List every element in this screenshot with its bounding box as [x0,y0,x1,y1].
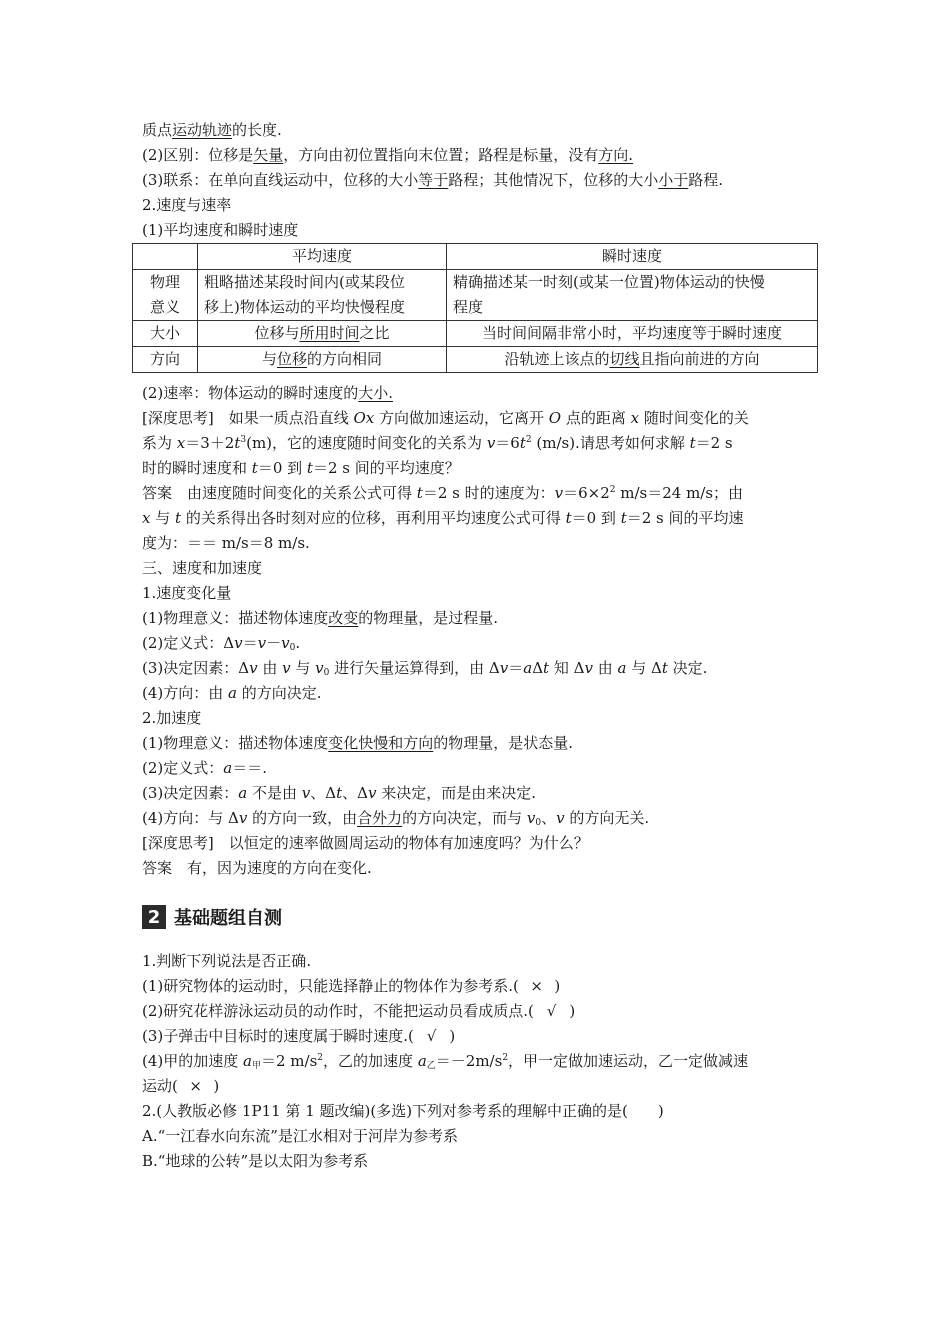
text-run: v [486,434,496,452]
text-line [142,806,822,831]
text-run: 与 [290,659,316,677]
text-run: Ox [353,409,375,427]
text-line [142,531,822,556]
text-run: v [301,784,311,802]
cell-instant-meaning [447,270,818,321]
judgement-mark: × [530,977,543,995]
text-run: 2.(人教版必修 1P11 第 1 题改编)(多选)下列对参考系的理解中正确的是( ) [142,1102,664,1120]
text-run: 决定. [667,659,708,677]
underlined-answer: 改变 [328,609,359,627]
text-run: 2 [609,485,616,495]
text-run: 的方向一致，由 [247,809,358,827]
text-run: ＝2 s 间的平均速 [626,509,744,527]
underlined-answer: 合外力 [357,809,403,827]
text-run: 答案 由速度随时间变化的关系公式可得 [142,484,417,502]
text-run: 与 [150,509,176,527]
table-corner-cell [133,244,198,270]
cell-line: 移上)物体运动的平均快慢程度 [204,298,405,316]
underlined-answer: 方向. [598,146,634,164]
text-line [142,1074,822,1099]
cell-line: 精确描述某一时刻(或某一位置)物体运动的快慢 [453,273,765,291]
text-run: (4)方向：与 Δ [142,809,239,827]
text-run: 答案 有，因为速度的方向在变化. [142,859,372,877]
text-run: 2.速度与速率 [142,196,232,214]
text-run: ＝6×2 [563,484,610,502]
text-run: 知 Δ [549,659,585,677]
cell-average-direction [198,347,447,373]
text-run: 的方向无关. [564,809,650,827]
text-run: 与 Δ [626,659,662,677]
text-line [142,456,822,481]
text-line [142,581,822,606]
text-run: 进行矢量运算得到，由 Δ [329,659,500,677]
text-line [142,756,822,781]
text-run: 、Δ [342,784,368,802]
label-line: 意义 [149,298,180,316]
text-run: 的方向决定，而与 [402,809,527,827]
text-run: a [417,1052,427,1070]
text-run: t [620,509,627,527]
underlined-answer: 矢量 [253,146,284,164]
text-line [142,168,822,193]
text-run: (1)物理意义：描述物体速度 [142,734,329,752]
text-run: 来决定，而是由来决定. [376,784,536,802]
text-run: 质点 [142,121,173,139]
text-line [142,974,822,999]
underlined-answer: 所用时间 [299,324,360,342]
text-line [142,431,822,456]
text-run: ) [564,1002,576,1020]
cell-instant-direction [447,347,818,373]
text-run: 且指向前进的方向 [639,350,760,368]
table-header-row [133,244,818,270]
text-run: ＝＝. [232,759,267,777]
text-run: (m)，它的速度随时间变化的关系为 [246,434,487,452]
text-run: 2.加速度 [142,709,202,727]
text-run: v [499,659,509,677]
text-run: A.“一江春水向东流”是江水相对于河岸为参考系 [142,1127,458,1145]
text-run: ＝2 s 时的速度为： [422,484,555,502]
text-run: 的方向决定. [236,684,322,702]
text-run: 系为 [142,434,177,452]
text-run: (2)研究花样游泳运动员的动作时，不能把运动员看成质点.( [142,1002,539,1020]
text-line [142,1049,822,1074]
text-run: 之比 [359,324,390,342]
text-run: 、 [541,809,557,827]
text-run: (2)速率：物体运动的瞬时速度的 [142,384,359,402]
text-run: (1)物理意义：描述物体速度 [142,609,329,627]
text-run: 路程. [688,171,724,189]
text-run: t [336,784,343,802]
judgement-mark: √ [546,1002,557,1020]
text-run: 的方向相同 [307,350,383,368]
text-run: (2)区别：位移是 [142,146,254,164]
text-run: 3 [240,435,247,445]
row-label-physical-meaning [133,270,198,321]
text-run: m/s＝24 m/s；由 [615,484,744,502]
text-run: ＝0 到 [257,459,307,477]
table-header-instantaneous-velocity: 瞬时速度 [447,244,818,270]
text-line [142,781,822,806]
text-run: ，甲一定做加速运动，乙一定做减速 [508,1052,749,1070]
text-line [142,949,822,974]
text-run: 2 [525,435,532,445]
text-run: v [556,809,565,827]
text-run: ＝0 到 [571,509,621,527]
text-run: v [584,659,593,677]
section-title: 基础题组自测 [174,908,282,929]
document-page [142,118,822,1174]
text-run: a [223,759,233,777]
section-displacement-and-velocity [142,118,822,243]
underlined-answer: 运动轨迹 [172,121,233,139]
text-run: (3)决定因素：Δ [142,659,250,677]
text-run: a [617,659,627,677]
text-run: ＝ [508,659,524,677]
text-run: 甲 [251,1061,261,1071]
text-run: 运动( [142,1077,183,1095]
cell-line: 程度 [453,298,484,316]
text-run: 方向做加速运动，它离开 [374,409,549,427]
underlined-answer: 大小. [358,384,394,402]
text-run: x [142,509,151,527]
text-line [142,118,822,143]
text-run: 与 [261,350,277,368]
text-line [142,856,822,881]
text-line [142,656,822,681]
text-run: v [249,659,258,677]
text-run: (3)决定因素： [142,784,239,802]
text-line [142,193,822,218]
text-line [142,406,822,431]
text-run: ＝ [242,634,258,652]
text-line [142,831,822,856]
text-run: t [251,459,258,477]
table-row-meaning [133,270,818,321]
text-line [142,218,822,243]
table-row-magnitude [133,321,818,347]
text-run: O [548,409,562,427]
text-line [142,143,822,168]
text-run: x [176,434,186,452]
text-run: (4)甲的加速度 [142,1052,244,1070]
text-run: 由 [592,659,618,677]
text-run: ) [444,1027,456,1045]
cell-line: 粗略描述某段时间内(或某段位 [204,273,405,291]
text-run: 、Δ [310,784,337,802]
text-run: 点的距离 [561,409,631,427]
text-run: 时的瞬时速度和 [142,459,252,477]
underlined-answer: 小于 [658,171,689,189]
text-run: 0 [323,668,330,678]
text-run: v [526,809,536,827]
text-run: ＝2 s 间的平均速度？ [312,459,460,477]
velocity-comparison-table [132,243,818,373]
text-run: ＝6 [495,434,520,452]
underlined-answer: 切线 [609,350,640,368]
text-run: [深度思考] 如果一质点沿直线 [142,409,354,427]
text-run: 不是由 [247,784,302,802]
text-run: v [281,634,290,652]
text-run: a [228,684,237,702]
text-run: t [661,659,668,677]
judgement-mark: √ [426,1027,437,1045]
text-run: v [257,634,267,652]
text-run: (1)平均速度和瞬时速度 [142,221,299,239]
underlined-answer: 变化快慢和方向 [328,734,434,752]
text-run: t [416,484,423,502]
text-run: v [554,484,564,502]
text-run: ) [208,1077,220,1095]
text-run: 三、速度和加速度 [142,559,263,577]
text-run: 乙 [426,1061,436,1071]
text-run: 的物理量，是过程量. [358,609,499,627]
text-run: t [234,434,241,452]
row-label-direction: 方向 [133,347,198,373]
cell-instant-magnitude [447,321,818,347]
text-line [142,606,822,631]
text-line [142,731,822,756]
text-run: ＝2 s [695,434,733,452]
text-line [142,481,822,506]
judgement-mark: × [189,1077,202,1095]
text-run: ) [549,977,561,995]
text-run: Δ [532,659,544,677]
text-run: v [282,659,291,677]
text-run: 的关系得出各时刻对应的位移，再利用平均速度公式可得 [181,509,566,527]
text-run: (3)子弹击中目标时的速度属于瞬时速度.( [142,1027,419,1045]
text-run: x [630,409,640,427]
underlined-answer: 位移 [276,350,307,368]
text-run: t [565,509,572,527]
table-header-average-velocity: 平均速度 [198,244,447,270]
text-run: ＝3＋2 [185,434,235,452]
text-run: t [519,434,526,452]
text-line [142,999,822,1024]
text-run: (4)方向：由 [142,684,229,702]
text-line [142,1099,822,1124]
text-run: 1.速度变化量 [142,584,232,602]
text-line [142,381,822,406]
row-label-magnitude: 大小 [133,321,198,347]
section-heading-self-test [142,903,822,931]
text-run: 0 [289,643,296,653]
text-run: 位移与 [254,324,300,342]
text-run: (2)定义式： [142,759,224,777]
text-line [142,681,822,706]
text-line [142,1024,822,1049]
text-run: ，方向由初位置指向末位置；路程是标量，没有 [283,146,599,164]
text-run: [深度思考] 以恒定的速率做圆周运动的物体有加速度吗？为什么？ [142,834,589,852]
text-line [142,1149,822,1174]
section-number-badge: 2 [142,905,166,929]
text-line [142,1124,822,1149]
text-run: a [238,784,248,802]
text-line [142,506,822,531]
text-run: 沿轨迹上该点的 [504,350,610,368]
text-run: B.“地球的公转”是以太阳为参考系 [142,1152,369,1170]
text-run: 2 [502,1053,509,1063]
text-run: v [234,634,243,652]
text-run: ，乙的加速度 [323,1052,418,1070]
text-run: ＝2 m/s [261,1052,318,1070]
text-run: t [306,459,313,477]
underlined-answer: 等于 [418,171,449,189]
text-run: v [315,659,324,677]
text-run: (3)联系：在单向直线运动中，位移的大小 [142,171,419,189]
text-run: (2)定义式：Δ [142,634,235,652]
cell-average-meaning [198,270,447,321]
text-run: 1.判断下列说法是否正确. [142,952,312,970]
text-run: 的物理量，是状态量. [433,734,574,752]
text-line [142,631,822,656]
text-run: a [243,1052,252,1070]
text-run: (m/s).请思考如何求解 [531,434,690,452]
text-run: 随时间变化的关 [639,409,749,427]
cell-average-magnitude [198,321,447,347]
text-line [142,556,822,581]
text-run: 由 [257,659,283,677]
text-run: 路程；其他情况下，位移的大小 [448,171,659,189]
text-line [142,706,822,731]
text-run: － [266,634,282,652]
text-run: t [543,659,550,677]
text-run: 0 [535,818,542,828]
text-run: (1)研究物体的运动时，只能选择静止的物体作为参考系.( [142,977,524,995]
section-velocity-acceleration [142,381,822,881]
text-run: 的长度. [232,121,282,139]
text-run: a [523,659,533,677]
section-self-test-questions [142,949,822,1174]
text-run: v [367,784,377,802]
text-run: t [689,434,696,452]
text-run: 当时间间隔非常小时，平均速度等于瞬时速度 [481,324,782,342]
text-run: 度为：＝＝ m/s＝8 m/s. [142,534,310,552]
label-line: 物理 [149,273,180,291]
text-run: 2 [317,1053,324,1063]
text-run: v [238,809,248,827]
text-run: t [175,509,182,527]
table-row-direction [133,347,818,373]
text-run: ＝－2m/s [435,1052,503,1070]
text-run: . [295,634,301,652]
